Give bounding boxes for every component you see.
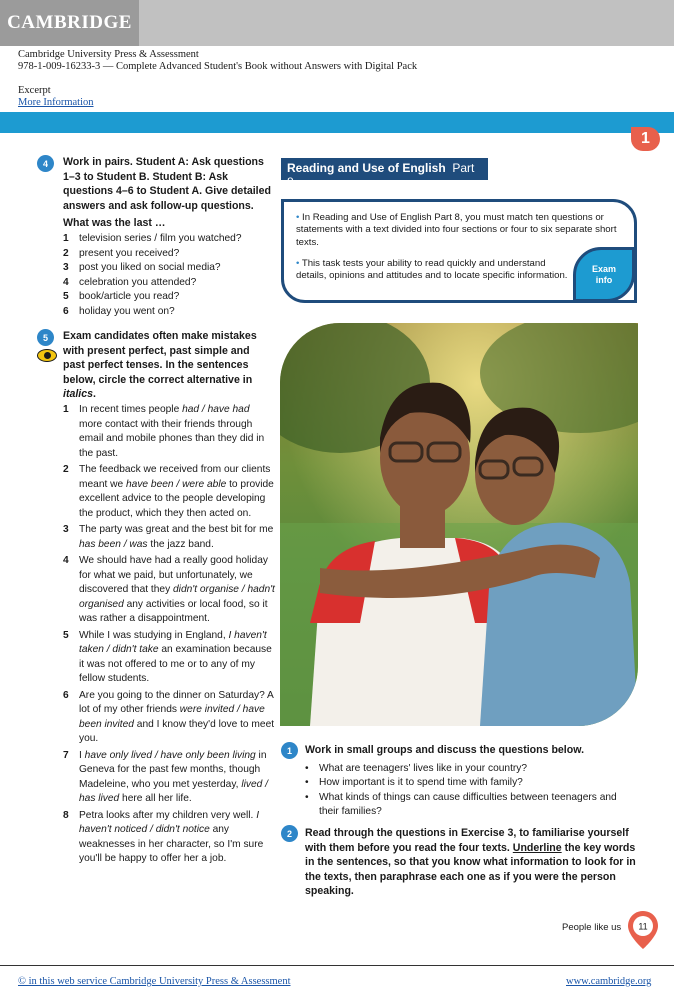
cambridge-site-link[interactable]: www.cambridge.org bbox=[566, 976, 652, 987]
list-item: 4 celebration you attended? bbox=[63, 276, 197, 288]
publisher-name: Cambridge University Press & Assessment bbox=[18, 49, 199, 60]
page-number: 11 bbox=[638, 921, 648, 932]
list-item: 8 Petra looks after my children very well. I haven't noticed / didn't notice any weaknesses in her character, so I'm sure you'll be happy to offer her a job. bbox=[63, 809, 264, 864]
copyright-link[interactable]: © in this web service Cambridge University Press & Assessment bbox=[18, 976, 291, 987]
exercise-1-number: 1 bbox=[281, 742, 298, 759]
logo-text: CAMBRIDGE bbox=[7, 12, 132, 33]
exercise-2-number: 2 bbox=[281, 825, 298, 842]
exercise-4-subhead: What was the last … bbox=[63, 217, 166, 229]
unit-tab: 1 bbox=[631, 127, 660, 151]
excerpt-label: Excerpt bbox=[18, 85, 51, 96]
list-item: 2 The feedback we received from our clients meant we have been / were able to provide excellent advice to the people developing the product, which they then acted on. bbox=[63, 464, 274, 519]
list-item: 5 book/article you read? bbox=[63, 291, 180, 302]
section-label bbox=[281, 158, 488, 189]
bullet-item: • What are teenagers' lives like in your country? bbox=[305, 763, 528, 774]
section-label-title: Reading and Use of English bbox=[287, 161, 446, 175]
exercise-4-list bbox=[63, 232, 273, 319]
list-item: 6 Are you going to the dinner on Saturday? A lot of my other friends were invited / have been invited and I know they'd love to meet you. bbox=[63, 689, 275, 744]
exercise-4-number: 4 bbox=[37, 155, 54, 172]
list-item: 6 holiday you went on? bbox=[63, 305, 175, 317]
blue-band bbox=[0, 112, 674, 133]
exercise-2-instruction: Read through the questions in Exercise 3, to familiarise yourself with them before you read the four texts. Underline the key words in the sentences, so that you know what information to look for in the texts, then paraphrase each one as if you were the person speaking. bbox=[305, 827, 636, 897]
list-item: 3 The party was great and the best bit for me has been / was the jazz band. bbox=[63, 524, 274, 550]
exercise-5-number: 5 bbox=[37, 329, 54, 346]
unit-title: People like us bbox=[562, 922, 622, 933]
list-item: 5 While I was studying in England, I haven't taken / didn't take an examination because it was not offered to me or to any of my fellow students. bbox=[63, 629, 272, 684]
exercise-4-instruction: Work in pairs. Student A: Ask questions 1–3 to Student B. Student B: Ask questions 4–6 to Student A. Give detailed answers and ask follow-up questions. bbox=[63, 156, 271, 212]
bullet-item: • What kinds of things can cause difficulties between teenagers and their families? bbox=[305, 791, 617, 817]
info-point-2: • This task tests your ability to read quickly and understand details, opinions and attitudes and to locate specific information. bbox=[296, 258, 568, 282]
cambridge-logo bbox=[0, 0, 139, 46]
exercise-5-instruction: Exam candidates often make mistakes with present perfect, past simple and past perfect tenses. In the sentences below, circle the correct alternative in italics. bbox=[63, 330, 257, 400]
info-point-1: • In Reading and Use of English Part 8, you must match ten questions or statements with a text divided into four sections or four to six separate short texts. bbox=[296, 212, 617, 248]
exercise-1-bullets bbox=[305, 762, 620, 819]
page-number-pin-icon bbox=[627, 910, 659, 950]
bullet-item: • How important is it to spend time with family? bbox=[305, 777, 523, 789]
list-item: 3 post you liked on social media? bbox=[63, 262, 221, 273]
exercise-5-list bbox=[63, 403, 275, 869]
list-item: 2 present you received? bbox=[63, 247, 180, 259]
exercise-1-instruction: Work in small groups and discuss the questions below. bbox=[305, 744, 585, 756]
list-item: 1 television series / film you watched? bbox=[63, 233, 242, 244]
isbn-title: 978-1-009-16233-3 — Complete Advanced Student's Book without Answers with Digital Pack bbox=[18, 61, 418, 72]
more-information-link[interactable]: More Information bbox=[18, 97, 94, 108]
footer-divider bbox=[0, 965, 674, 966]
list-item: 4 We should have had a really good holiday for what we paid, but unfortunately, we discovered that they didn't organise / hadn't organised any activities or local food, so it was rather a disappointment. bbox=[63, 555, 275, 624]
list-item: 1 In recent times people had / have had more contact with their friends through email and mobile phones than they did in the past. bbox=[63, 404, 265, 459]
exam-info-badge: Exam info bbox=[573, 247, 635, 302]
list-item: 7 I have only lived / have only been living in Geneva for the past few months, though Madeleine, who you met yesterday, lived / has lived here all her life. bbox=[63, 749, 268, 804]
section-label-part: Part 8 bbox=[287, 161, 475, 189]
eye-icon bbox=[37, 349, 57, 362]
top-banner bbox=[0, 0, 674, 46]
teenagers-hugging-photo bbox=[280, 323, 638, 726]
